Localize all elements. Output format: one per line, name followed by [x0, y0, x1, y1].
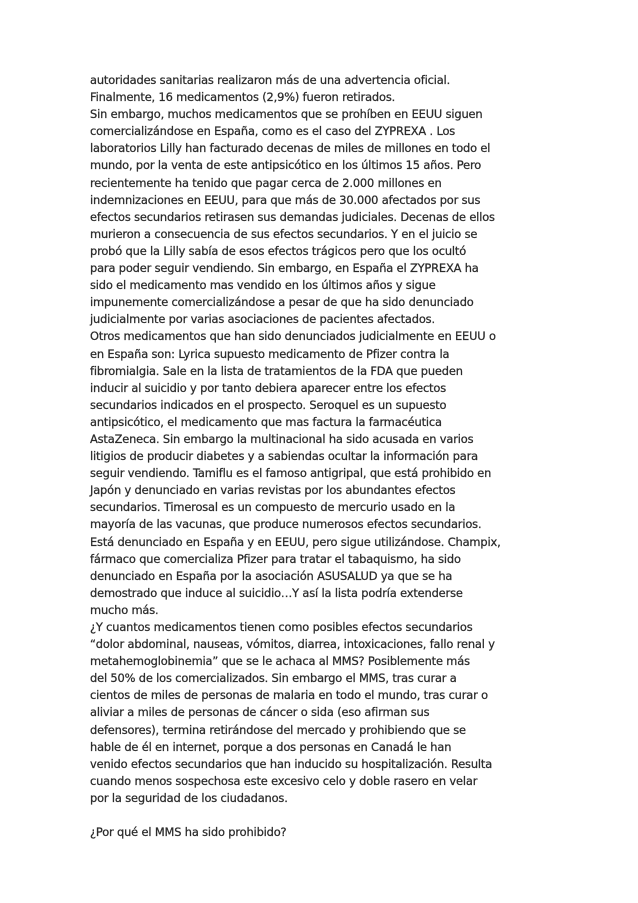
text-line: venido efectos secundarios que han inducido su hospitalización. Resulta — [90, 756, 493, 771]
text-line: AstaZeneca. Sin embargo la multinacional ha sido acusada en varios — [90, 431, 474, 446]
text-line: del 50% de los comercializados. Sin embargo el MMS, tras curar a — [90, 671, 457, 686]
text-line: Sin embargo, muchos medicamentos que se prohíben en EEUU siguen — [90, 107, 483, 122]
text-line: mucho más. — [90, 602, 159, 617]
text-line: mundo, por la venta de este antipsicótico en los últimos 15 años. Pero — [90, 158, 482, 173]
blank-line — [90, 807, 560, 824]
text-line: litigios de producir diabetes y a sabiendas ocultar la información para — [90, 449, 478, 464]
text-line: secundarios. Timerosal es un compuesto de mercurio usado en la — [90, 500, 456, 515]
text-line: fibromialgia. Sale en la lista de tratamientos de la FDA que pueden — [90, 363, 463, 378]
text-line: probó que la Lilly sabía de esos efectos trágicos pero que los ocultó — [90, 243, 467, 258]
text-line: efectos secundarios retirasen sus demandas judiciales. Decenas de ellos — [90, 209, 495, 224]
text-line: indemnizaciones en EEUU, para que más de 30.000 afectados por sus — [90, 192, 481, 207]
text-line: inducir al suicidio y por tanto debiera aparecer entre los efectos — [90, 380, 446, 395]
text-line: Está denunciado en España y en EEUU, pero sigue utilizándose. Champix, — [90, 534, 501, 549]
text-line: autoridades sanitarias realizaron más de una advertencia oficial. — [90, 73, 451, 87]
text-line: Otros medicamentos que han sido denunciados judicialmente en EEUU o — [90, 329, 496, 344]
text-line: impunemente comercializándose a pesar de que ha sido denunciado — [90, 295, 474, 310]
text-line: fármaco que comercializa Pfizer para tratar el tabaquismo, ha sido — [90, 551, 461, 566]
text-line: antipsicótico, el medicamento que mas factura la farmacéutica — [90, 414, 442, 429]
text-line: Finalmente, 16 medicamentos (2,9%) fueron retirados. — [90, 90, 396, 105]
text-line: metahemoglobinemia” que se le achaca al MMS? Posiblemente más — [90, 654, 470, 669]
text-line: aliviar a miles de personas de cáncer o sida (eso afirman sus — [90, 705, 430, 720]
text-line: seguir vendiendo. Tamiflu es el famoso antigripal, que está prohibido en — [90, 466, 492, 481]
text-line: secundarios indicados en el prospecto. Seroquel es un supuesto — [90, 397, 447, 412]
text-line: cuando menos sospechosa este excesivo celo y doble rasero en velar — [90, 773, 478, 788]
paragraph-block — [90, 72, 560, 807]
text-line: mayoría de las vacunas, que produce numerosos efectos secundarios. — [90, 517, 482, 532]
text-line: Japón y denunciado en varias revistas por los abundantes efectos — [90, 483, 456, 498]
text-line: recientemente ha tenido que pagar cerca de 2.000 millones en — [90, 175, 442, 190]
text-line: “dolor abdominal, nauseas, vómitos, diarrea, intoxicaciones, fallo renal y — [90, 637, 495, 652]
text-line: en España son: Lyrica supuesto medicamento de Pfizer contra la — [90, 346, 450, 361]
text-line: ¿Y cuantos medicamentos tienen como posibles efectos secundarios — [90, 620, 473, 634]
closing-question: ¿Por qué el MMS ha sido prohibido? — [90, 825, 287, 840]
text-line: cientos de miles de personas de malaria en todo el mundo, tras curar o — [90, 688, 488, 703]
text-line: murieron a consecuencia de sus efectos secundarios. Y en el juicio se — [90, 226, 478, 241]
text-line: defensores), termina retirándose del mercado y prohibiendo que se — [90, 722, 466, 737]
text-line: demostrado que induce al suicidio…Y así la lista podría extenderse — [90, 585, 463, 600]
text-line: comercializándose en España, como es el caso del ZYPREXA . Los — [90, 124, 456, 139]
document-body — [90, 72, 560, 841]
text-line: para poder seguir vendiendo. Sin embargo, en España el ZYPREXA ha — [90, 261, 479, 276]
text-line: denunciado en España por la asociación ASUSALUD ya que se ha — [90, 568, 453, 583]
text-line: judicialmente por varias asociaciones de pacientes afectados. — [90, 312, 435, 327]
text-line: sido el medicamento mas vendido en los últimos años y sigue — [90, 278, 436, 293]
text-line: hable de él en internet, porque a dos personas en Canadá le han — [90, 739, 452, 754]
text-line: laboratorios Lilly han facturado decenas de miles de millones en todo el — [90, 141, 491, 156]
text-line: por la seguridad de los ciudadanos. — [90, 790, 288, 805]
